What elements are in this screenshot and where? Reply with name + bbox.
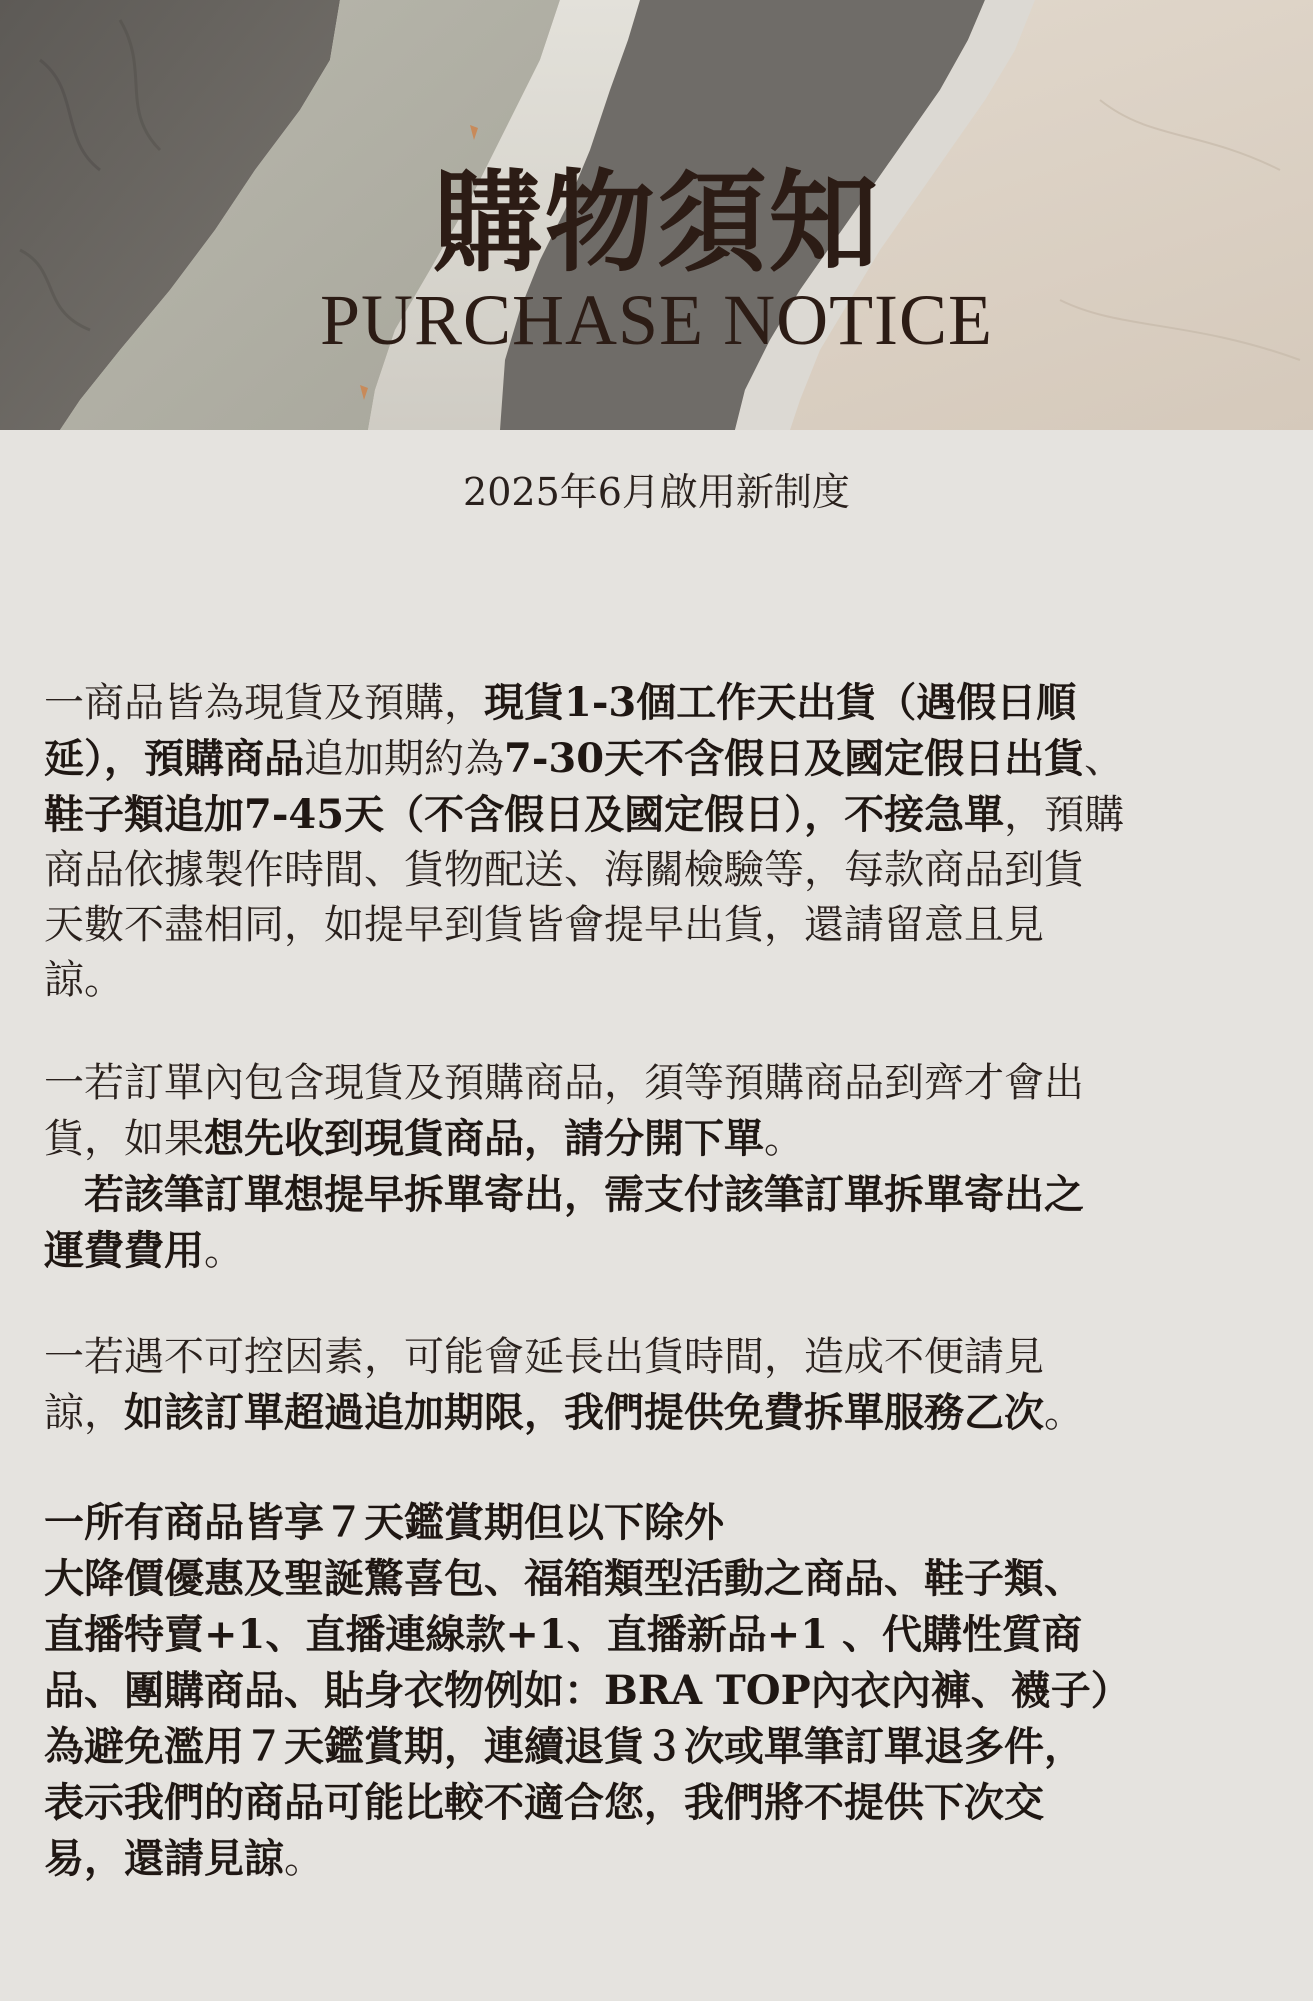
notice-line: 大降價優惠及聖誕驚喜包、福箱類型活動之商品、鞋子類、	[44, 1555, 1084, 1602]
notice-line: 運費費用。	[44, 1227, 244, 1274]
notice-line: 一商品皆為現貨及預購，現貨1-3個工作天出貨（遇假日順	[44, 679, 1077, 726]
notice-line: 諒。	[44, 957, 124, 1003]
notice-stock-and-preorder	[44, 675, 1284, 1008]
notice-line: 易，還請見諒。	[44, 1835, 324, 1882]
torn-paper-banner	[0, 0, 1313, 430]
page-title-english: PURCHASE NOTICE	[319, 280, 994, 360]
notice-mixed-order	[44, 1056, 1284, 1279]
notice-line: 商品依據製作時間、貨物配送、海關檢驗等，每款商品到貨	[44, 847, 1084, 893]
notice-line: 直播特賣+1、直播連線款+1、直播新品+1 、代購性質商	[44, 1611, 1082, 1658]
notice-line: 若該筆訂單想提早拆單寄出，需支付該筆訂單拆單寄出之	[44, 1171, 1084, 1218]
notice-line: 諒，如該訂單超過追加期限，我們提供免費拆單服務乙次。	[44, 1389, 1084, 1436]
notice-line: 貨，如果想先收到現貨商品，請分開下單。	[44, 1115, 804, 1162]
effective-date-subtitle: 2025年6月啟用新制度	[463, 470, 850, 514]
notice-delay	[44, 1330, 1284, 1441]
notice-line: 品、團購商品、貼身衣物例如：BRA TOP內衣內褲、襪子）	[44, 1667, 1131, 1714]
notice-line: 天數不盡相同，如提早到貨皆會提早出貨，還請留意且見	[44, 902, 1044, 948]
notice-line: 一若遇不可控因素，可能會延長出貨時間，造成不便請見	[44, 1334, 1044, 1380]
notice-line: 延），預購商品追加期約為7-30天不含假日及國定假日出貨、	[44, 735, 1125, 782]
notice-line: 鞋子類追加7-45天（不含假日及國定假日），不接急單，預購	[44, 791, 1125, 838]
notice-line: 一所有商品皆享７天鑑賞期但以下除外	[44, 1499, 724, 1546]
notice-line: 表示我們的商品可能比較不適合您，我們將不提供下次交	[44, 1779, 1044, 1826]
notice-return-policy	[44, 1495, 1284, 1887]
notice-line: 為避免濫用７天鑑賞期，連續退貨３次或單筆訂單退多件，	[44, 1723, 1084, 1770]
notice-line: 一若訂單內包含現貨及預購商品，須等預購商品到齊才會出	[44, 1060, 1084, 1106]
page-title-chinese: 購物須知	[432, 158, 881, 287]
